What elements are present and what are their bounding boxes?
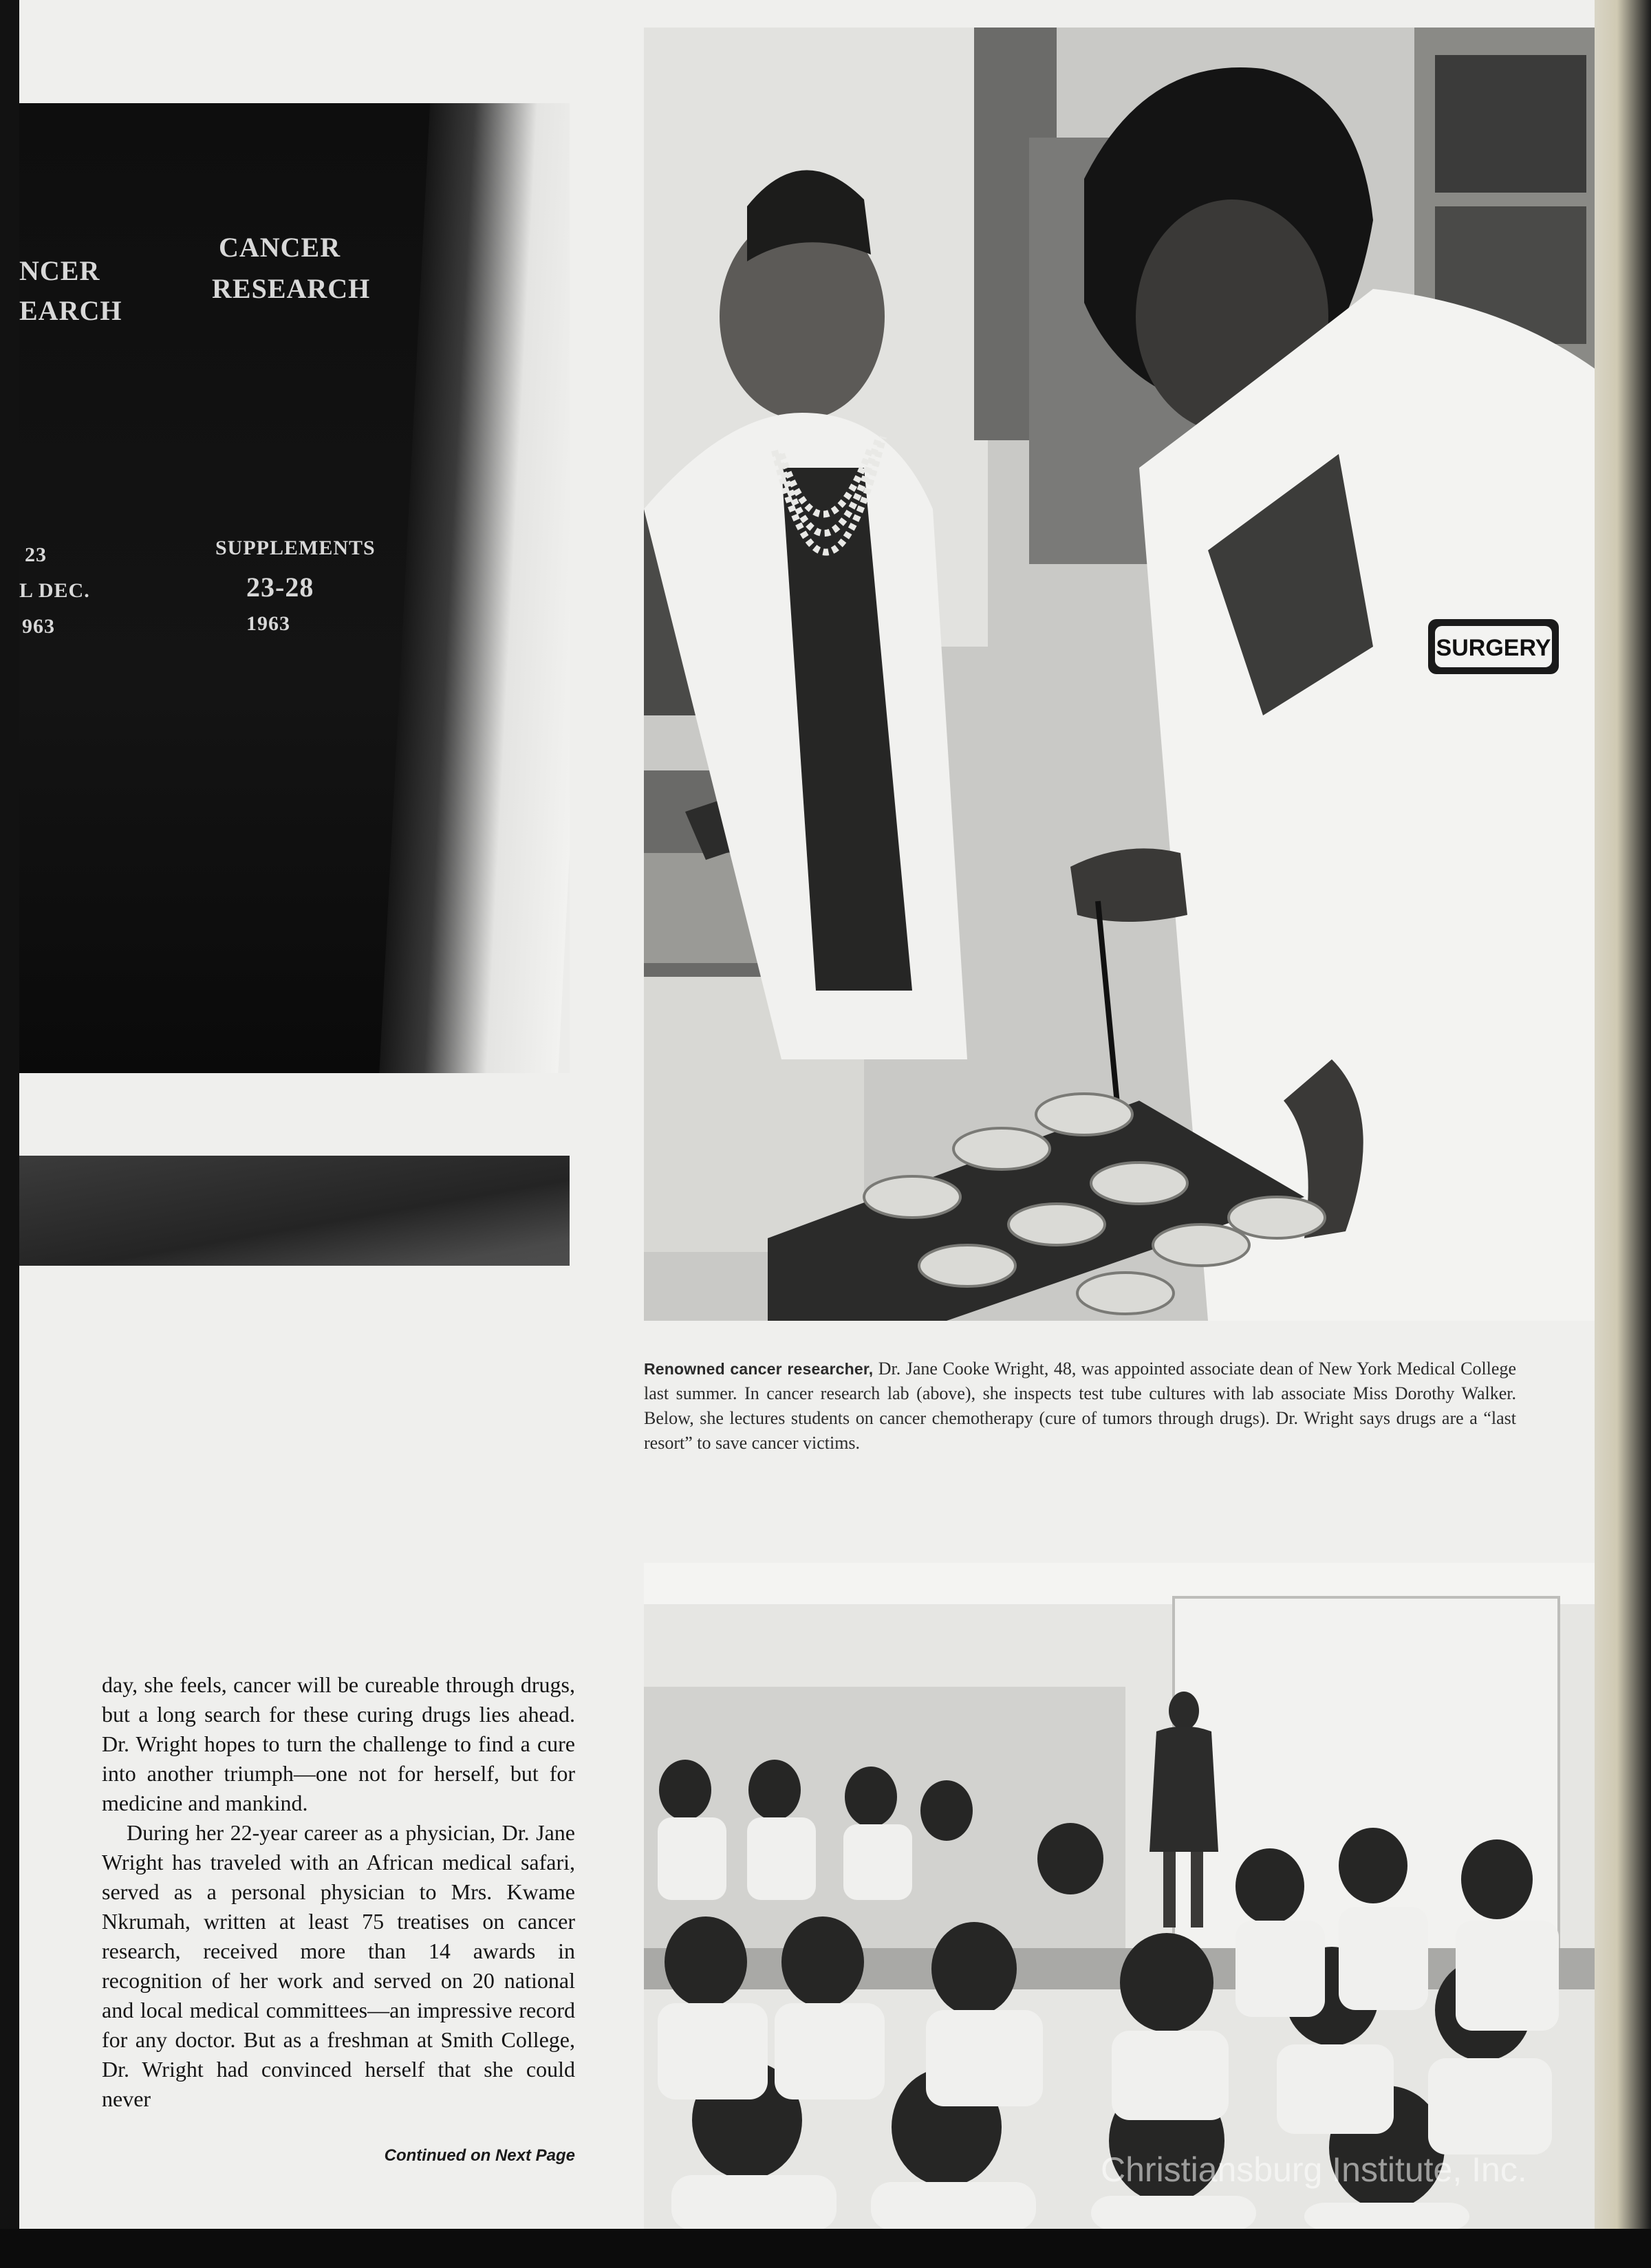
spine-text: 23-28	[246, 572, 314, 603]
lab-scene-illustration	[644, 28, 1599, 1321]
lecture-scene-illustration	[644, 1563, 1599, 2229]
page-left-edge	[0, 0, 19, 2268]
watermark: Christiansburg Institute, Inc.	[1101, 2150, 1527, 2189]
lab-bench-surface	[19, 1156, 570, 1266]
lecture-photo	[644, 1563, 1599, 2229]
photo-caption	[644, 1357, 1516, 1456]
lab-photo	[644, 28, 1599, 1321]
page-bottom-edge	[0, 2229, 1651, 2268]
spine-text: L DEC.	[19, 579, 90, 602]
caption-text: Dr. Jane Cooke Wright, 48, was appointed associate dean of New York Medical College last summer. In cancer research lab (above), she inspects test tube cultures with lab associate Miss Dorothy Walker. Below, she lectures students on cancer chemotherapy (cure of tumors through drugs). Dr. Wright says drugs are a “last resort” to save cancer victims.	[644, 1359, 1516, 1453]
spine-text: SUPPLEMENTS	[215, 537, 376, 559]
continued-note: Continued on Next Page	[384, 2146, 575, 2165]
page-right-edge	[1595, 0, 1651, 2268]
spine-text: 1963	[246, 612, 290, 635]
surgery-badge-text: SURGERY	[1436, 635, 1551, 661]
spine-text: EARCH	[19, 295, 122, 326]
body-paragraph: day, she feels, cancer will be cureable through drugs, but a long search for these curing drugs lies ahead. Dr. Wright hopes to turn the challenge to find a cure into another triumph—one not for herself, but for medicine and mankind.	[102, 1672, 575, 1815]
spine-text: 23	[25, 543, 47, 566]
spine-text: 963	[22, 615, 55, 638]
caption-lead: Renowned cancer researcher,	[644, 1360, 874, 1378]
body-paragraph: During her 22-year career as a physician, Dr. Jane Wright has traveled with an African medical safari, served as a personal physician to Mrs. Kwame Nkrumah, written at least 75 treatises on cancer research, received more than 14 awards in recognition of her work and served on 20 national and local medical committees—an impressive record for any doctor. But as a freshman at Smith College, Dr. Wright had convinced herself that she could never	[102, 1820, 575, 2111]
spine-text: CANCER	[219, 232, 341, 263]
journal-spines-photo	[19, 103, 570, 1266]
article-body	[102, 1670, 575, 2114]
white-gap	[19, 1073, 570, 1156]
spine-text: RESEARCH	[212, 273, 371, 304]
spine-text: NCER	[19, 255, 100, 286]
